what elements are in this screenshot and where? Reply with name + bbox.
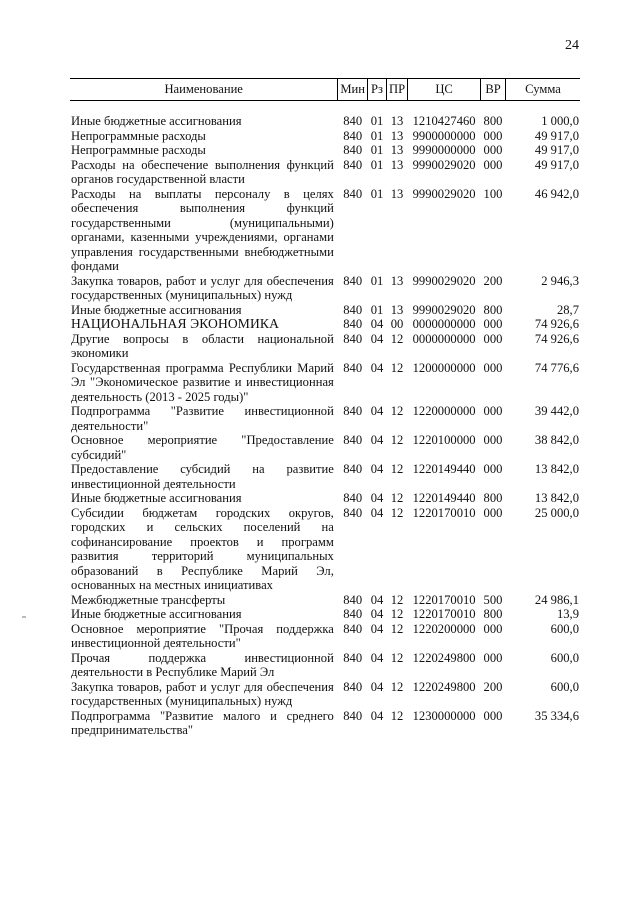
header-sum: Сумма [506, 79, 581, 101]
row-sum: 25 000,0 [534, 505, 579, 520]
row-pr: 12 [390, 404, 404, 418]
page-number: 24 [565, 38, 579, 53]
row-min: 840 [343, 302, 363, 317]
row-pr: 12 [390, 650, 404, 665]
row-vr: 800 [483, 491, 503, 505]
row-sum: 600,0 [550, 679, 579, 694]
row-min: 840 [343, 505, 363, 520]
row-vr: 000 [483, 462, 503, 476]
row-sum: 13 842,0 [534, 462, 579, 476]
table-row [70, 303, 580, 318]
row-cs: 1220170010 [412, 592, 476, 607]
row-cs: 9990029020 [412, 302, 476, 317]
row-rz: 01 [370, 157, 384, 172]
row-sum: 49 917,0 [534, 157, 579, 172]
row-rz: 04 [370, 505, 384, 520]
row-pr: 13 [390, 114, 404, 128]
row-vr: 000 [483, 331, 503, 346]
row-rz: 04 [370, 491, 384, 505]
table-row [70, 622, 580, 651]
row-min: 840 [343, 157, 363, 172]
row-min: 840 [343, 186, 363, 201]
row-cs: 1210427460 [412, 114, 476, 128]
budget-table [70, 78, 580, 738]
row-name: Иные бюджетные ассигнования [71, 114, 242, 128]
row-rz: 04 [370, 621, 384, 636]
row-sum: 1 000,0 [541, 114, 579, 128]
row-rz: 04 [370, 317, 384, 331]
table-row [70, 158, 580, 187]
row-min: 840 [343, 592, 363, 607]
row-name: Расходы на обеспечение выполнения функций органов государственной власти [71, 157, 334, 186]
row-name: Субсидии бюджетам городских округов, городских и сельских поселений на софинансирование проектов и программ развития территорий муниципальных образований в Республике Марий Эл, основанных на местных инициативах [71, 505, 334, 592]
row-sum: 600,0 [550, 621, 579, 636]
table-row [70, 114, 580, 129]
table-row [70, 332, 580, 361]
row-pr: 00 [390, 317, 404, 331]
row-rz: 04 [370, 650, 384, 665]
table-row [70, 651, 580, 680]
row-pr: 13 [390, 186, 404, 201]
row-pr: 12 [390, 607, 404, 621]
row-rz: 01 [370, 114, 384, 128]
row-pr: 12 [390, 491, 404, 505]
row-vr: 800 [483, 607, 503, 621]
row-vr: 000 [483, 128, 503, 143]
row-sum: 600,0 [550, 650, 579, 665]
table-header [70, 79, 580, 115]
row-name: Иные бюджетные ассигнования [71, 491, 242, 505]
table-row [70, 462, 580, 491]
row-min: 840 [343, 650, 363, 665]
row-name: Другие вопросы в области национальной экономики [71, 331, 334, 360]
row-rz: 01 [370, 143, 384, 157]
row-vr: 000 [483, 317, 503, 331]
row-rz: 01 [370, 128, 384, 143]
row-pr: 13 [390, 128, 404, 143]
row-cs: 1220170010 [412, 505, 476, 520]
row-cs: 0000000000 [412, 317, 476, 331]
row-vr: 200 [483, 273, 503, 288]
row-sum: 39 442,0 [534, 404, 579, 418]
row-rz: 01 [370, 186, 384, 201]
row-sum: 74 926,6 [534, 317, 579, 331]
row-vr: 000 [483, 708, 503, 723]
row-sum: 13 842,0 [534, 491, 579, 505]
table-row [70, 709, 580, 738]
row-cs: 1220149440 [412, 491, 476, 505]
row-name: Предоставление субсидий на развитие инвестиционной деятельности [71, 462, 334, 491]
row-name: Государственная программа Республики Марий Эл "Экономическое развитие и инвестиционная деятельность (2013 - 2025 годы)" [71, 360, 334, 404]
row-cs: 1220249800 [412, 679, 476, 694]
row-pr: 13 [390, 157, 404, 172]
table-row [70, 361, 580, 405]
row-min: 840 [343, 331, 363, 346]
row-name: НАЦИОНАЛЬНАЯ ЭКОНОМИКА [71, 316, 279, 331]
table-row [70, 607, 580, 622]
row-name: Непрограммные расходы [71, 143, 206, 157]
row-pr: 12 [390, 621, 404, 636]
table-row [70, 274, 580, 303]
row-rz: 04 [370, 404, 384, 418]
row-cs: 0000000000 [412, 331, 476, 346]
header-name: Наименование [70, 79, 338, 101]
row-cs: 1220200000 [412, 621, 476, 636]
row-name: Межбюджетные трансферты [71, 592, 226, 607]
row-min: 840 [343, 679, 363, 694]
row-rz: 04 [370, 462, 384, 476]
row-min: 840 [343, 462, 363, 476]
row-min: 840 [343, 607, 363, 621]
row-pr: 12 [390, 433, 404, 447]
row-vr: 800 [483, 114, 503, 128]
row-sum: 2 946,3 [541, 273, 579, 288]
row-min: 840 [343, 708, 363, 723]
row-sum: 49 917,0 [534, 128, 579, 143]
row-cs: 9990029020 [412, 186, 476, 201]
row-cs: 1220100000 [412, 433, 476, 447]
row-rz: 04 [370, 331, 384, 346]
row-sum: 35 334,6 [534, 708, 579, 723]
row-min: 840 [343, 317, 363, 331]
table-row [70, 187, 580, 274]
row-name: Непрограммные расходы [71, 128, 206, 143]
header-min: Мин [338, 79, 368, 101]
row-name: Подпрограмма "Развитие малого и среднего предпринимательства" [71, 708, 334, 737]
table-row [70, 680, 580, 709]
row-rz: 01 [370, 273, 384, 288]
row-vr: 100 [483, 186, 503, 201]
row-cs: 1220149440 [412, 462, 476, 476]
row-sum: 46 942,0 [534, 186, 579, 201]
row-rz: 04 [370, 360, 384, 375]
table-body [70, 114, 580, 738]
table-row [70, 143, 580, 158]
row-rz: 04 [370, 607, 384, 621]
row-pr: 13 [390, 143, 404, 157]
row-vr: 500 [483, 592, 503, 607]
row-min: 840 [343, 621, 363, 636]
row-cs: 1220170010 [412, 607, 476, 621]
row-sum: 24 986,1 [534, 592, 579, 607]
row-rz: 04 [370, 708, 384, 723]
row-cs: 1220000000 [412, 404, 476, 418]
row-cs: 9900000000 [412, 128, 476, 143]
row-pr: 12 [390, 708, 404, 723]
row-min: 840 [343, 404, 363, 418]
row-min: 840 [343, 360, 363, 375]
row-vr: 000 [483, 143, 503, 157]
row-name: Подпрограмма "Развитие инвестиционной деятельности" [71, 404, 334, 433]
row-name: Прочая поддержка инвестиционной деятельности в Республике Марий Эл [71, 650, 334, 679]
margin-mark [22, 616, 26, 618]
row-rz: 01 [370, 302, 384, 317]
row-pr: 13 [390, 302, 404, 317]
row-vr: 000 [483, 157, 503, 172]
row-pr: 13 [390, 273, 404, 288]
row-pr: 12 [390, 360, 404, 375]
row-rz: 04 [370, 679, 384, 694]
row-cs: 1220249800 [412, 650, 476, 665]
table-row [70, 404, 580, 433]
header-vr: ВР [481, 79, 506, 101]
row-rz: 04 [370, 433, 384, 447]
row-name: Расходы на выплаты персоналу в целях обеспечения выполнения функций государственными (муниципальными) органами, казенными учреждениями, органами управления государственными внебюджетными фондами [71, 186, 334, 273]
row-vr: 000 [483, 505, 503, 520]
row-min: 840 [343, 491, 363, 505]
row-name: Иные бюджетные ассигнования [71, 302, 242, 317]
row-vr: 000 [483, 650, 503, 665]
header-rz: Рз [368, 79, 387, 101]
row-sum: 13,9 [556, 607, 579, 621]
table-row [70, 593, 580, 608]
row-pr: 12 [390, 592, 404, 607]
row-name: Основное мероприятие "Прочая поддержка инвестиционной деятельности" [71, 621, 334, 650]
row-name: Иные бюджетные ассигнования [71, 607, 242, 621]
row-min: 840 [343, 433, 363, 447]
row-vr: 000 [483, 360, 503, 375]
row-min: 840 [343, 128, 363, 143]
row-cs: 9990029020 [412, 273, 476, 288]
row-cs: 1230000000 [412, 708, 476, 723]
header-pr: ПР [387, 79, 408, 101]
row-min: 840 [343, 114, 363, 128]
row-pr: 12 [390, 679, 404, 694]
table-row [70, 317, 580, 332]
table-row [70, 506, 580, 593]
row-min: 840 [343, 273, 363, 288]
row-pr: 12 [390, 505, 404, 520]
table-row [70, 491, 580, 506]
row-vr: 000 [483, 621, 503, 636]
row-rz: 04 [370, 592, 384, 607]
row-name: Основное мероприятие "Предоставление субсидий" [71, 433, 334, 462]
table-row [70, 129, 580, 144]
table-row [70, 433, 580, 462]
row-vr: 200 [483, 679, 503, 694]
row-name: Закупка товаров, работ и услуг для обеспечения государственных (муниципальных) нужд [71, 273, 334, 302]
row-min: 840 [343, 143, 363, 157]
row-pr: 12 [390, 331, 404, 346]
row-sum: 28,7 [556, 302, 579, 317]
row-pr: 12 [390, 462, 404, 476]
row-sum: 49 917,0 [534, 143, 579, 157]
row-cs: 9990029020 [412, 157, 476, 172]
row-vr: 000 [483, 433, 503, 447]
row-sum: 74 776,6 [534, 360, 579, 375]
row-vr: 000 [483, 404, 503, 418]
row-sum: 38 842,0 [534, 433, 579, 447]
row-name: Закупка товаров, работ и услуг для обеспечения государственных (муниципальных) нужд [71, 679, 334, 708]
header-cs: ЦС [408, 79, 481, 101]
row-cs: 9990000000 [412, 143, 476, 157]
row-sum: 74 926,6 [534, 331, 579, 346]
row-vr: 800 [483, 302, 503, 317]
row-cs: 1200000000 [412, 360, 476, 375]
